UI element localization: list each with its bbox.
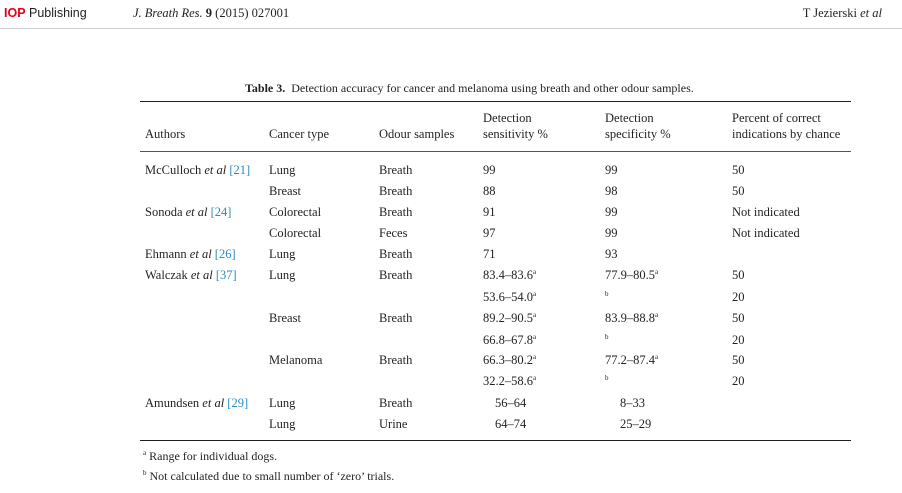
author-cell: Amundsen et al [29] <box>145 396 249 410</box>
header-percent-chance: Percent of correct indications by chance <box>732 111 841 141</box>
specificity-cell: 83.9–88.8$^a$ <box>605 311 659 325</box>
percent-chance-cell: Not indicated <box>732 205 800 219</box>
sensitivity-cell: 66.3–80.2$^a$ <box>483 353 537 367</box>
specificity-cell: 98 <box>605 184 618 198</box>
journal-citation: J. Breath Res. 9 (2015) 027001 <box>133 6 290 20</box>
table-label: Table 3. <box>245 81 286 95</box>
specificity-cell: b <box>605 290 609 298</box>
footnote-a: $^a$ Range for individual dogs. <box>143 449 278 463</box>
cancer-type-cell: Breast <box>269 311 301 325</box>
cancer-type-cell: Lung <box>269 417 296 431</box>
odour-sample-cell: Breath <box>379 268 413 282</box>
cancer-type-cell: Melanoma <box>269 353 323 367</box>
cancer-type-cell: Lung <box>269 396 296 410</box>
specificity-cell: 99 <box>605 205 618 219</box>
header-authors: Authors <box>145 127 186 141</box>
header-specificity: Detection specificity % <box>605 111 671 141</box>
header-sensitivity: Detection sensitivity % <box>483 111 548 141</box>
sensitivity-cell: 53.6–54.0$^a$ <box>483 290 537 304</box>
specificity-cell: 99 <box>605 163 618 177</box>
percent-chance-cell: 20 <box>732 333 745 347</box>
specificity-cell: 99 <box>605 226 618 240</box>
percent-chance-cell: 20 <box>732 290 745 304</box>
sensitivity-cell: 83.4–83.6$^a$ <box>483 268 537 282</box>
odour-sample-cell: Urine <box>379 417 408 431</box>
odour-sample-cell: Breath <box>379 205 413 219</box>
reference-link[interactable]: [29] <box>227 396 249 410</box>
percent-chance-cell: 50 <box>732 268 745 282</box>
odour-sample-cell: Breath <box>379 163 413 177</box>
page-header <box>0 0 902 29</box>
odour-sample-cell: Breath <box>379 396 413 410</box>
sensitivity-cell: 64–74 <box>495 417 527 431</box>
percent-chance-cell: Not indicated <box>732 226 800 240</box>
cancer-type-cell: Colorectal <box>269 205 322 219</box>
sensitivity-cell: 99 <box>483 163 496 177</box>
reference-link[interactable]: [21] <box>229 163 251 177</box>
cancer-type-cell: Lung <box>269 247 296 261</box>
cancer-type-cell: Lung <box>269 163 296 177</box>
percent-chance-cell: 50 <box>732 184 745 198</box>
cancer-type-cell: Lung <box>269 268 296 282</box>
sensitivity-cell: 89.2–90.5$^a$ <box>483 311 537 325</box>
table-bottom-rule <box>140 440 851 441</box>
specificity-cell: 8–33 <box>620 396 645 410</box>
sensitivity-cell: 91 <box>483 205 496 219</box>
sensitivity-cell: 88 <box>483 184 496 198</box>
header-odour-samples: Odour samples <box>379 127 455 141</box>
odour-sample-cell: Breath <box>379 311 413 325</box>
table-header-rule <box>140 151 851 152</box>
cancer-type-cell: Colorectal <box>269 226 322 240</box>
specificity-cell: b <box>605 374 609 382</box>
header-cancer-type: Cancer type <box>269 127 330 141</box>
percent-chance-cell: 50 <box>732 311 745 325</box>
running-authors: T Jezierski et al <box>802 6 882 20</box>
publisher-logo: IOP Publishing <box>4 6 87 20</box>
author-cell: Walczak et al [37] <box>145 268 237 282</box>
table-caption <box>245 81 694 96</box>
footnote-b: $^b$ Not calculated due to small number of ‘zero’ trials. <box>143 469 395 483</box>
odour-sample-cell: Feces <box>379 226 408 240</box>
specificity-cell: 77.2–87.4$^a$ <box>605 353 659 367</box>
specificity-cell: b <box>605 333 609 341</box>
cancer-type-cell: Breast <box>269 184 301 198</box>
odour-sample-cell: Breath <box>379 353 413 367</box>
author-cell: Ehmann et al [26] <box>145 247 236 261</box>
author-cell: McCulloch et al [21] <box>145 163 251 177</box>
sensitivity-cell: 32.2–58.6$^a$ <box>483 374 537 388</box>
sensitivity-cell: 66.8–67.8$^a$ <box>483 333 537 347</box>
specificity-cell: 25–29 <box>620 417 652 431</box>
percent-chance-cell: 20 <box>732 374 745 388</box>
reference-link[interactable]: [26] <box>214 247 236 261</box>
reference-link[interactable]: [24] <box>210 205 232 219</box>
percent-chance-cell: 50 <box>732 353 745 367</box>
author-cell: Sonoda et al [24] <box>145 205 232 219</box>
odour-sample-cell: Breath <box>379 184 413 198</box>
table-title: Detection accuracy for cancer and melanoma using breath and other odour samples. <box>291 81 694 95</box>
odour-sample-cell: Breath <box>379 247 413 261</box>
reference-link[interactable]: [37] <box>215 268 237 282</box>
specificity-cell: 77.9–80.5$^a$ <box>605 268 659 282</box>
percent-chance-cell: 50 <box>732 163 745 177</box>
sensitivity-cell: 71 <box>483 247 496 261</box>
specificity-cell: 93 <box>605 247 618 261</box>
sensitivity-cell: 97 <box>483 226 496 240</box>
table-top-rule <box>140 101 851 102</box>
sensitivity-cell: 56–64 <box>495 396 527 410</box>
